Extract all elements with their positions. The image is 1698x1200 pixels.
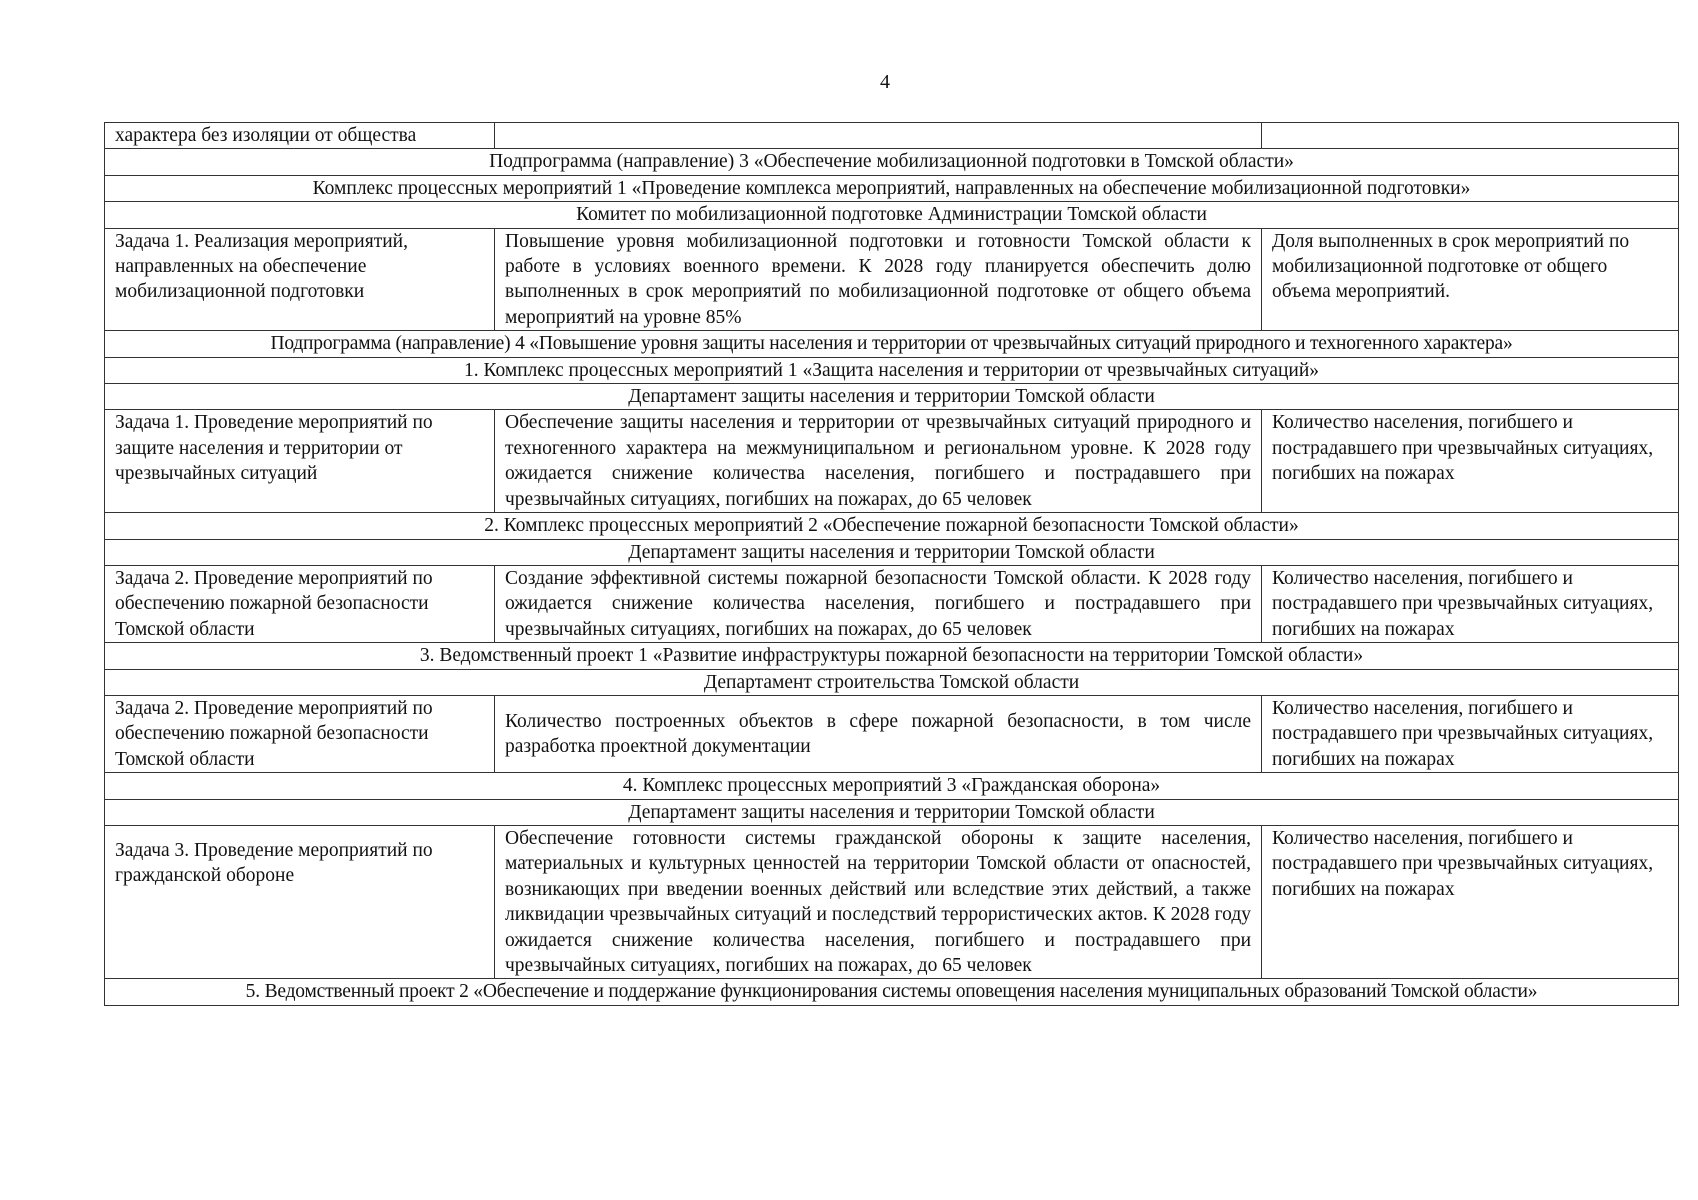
indicator-cell: [1262, 123, 1679, 149]
complex-row: [105, 357, 1679, 383]
task-cell: Задача 1. Реализация мероприятий, направленных на обеспечение мобилизационной подготовки: [105, 228, 495, 331]
page-number: 4: [880, 71, 890, 93]
program-table: [104, 122, 1679, 1006]
department-title: Комитет по мобилизационной подготовке Администрации Томской области: [105, 202, 1679, 228]
subprogram-row: [105, 149, 1679, 175]
task-cell: характера без изоляции от общества: [105, 123, 495, 149]
task-cell: Задача 3. Проведение мероприятий по гражданской обороне: [105, 825, 495, 978]
complex-title: Комплекс процессных мероприятий 1 «Проведение комплекса мероприятий, направленных на обеспечение мобилизационной подготовки»: [105, 175, 1679, 201]
subprogram-title: Подпрограмма (направление) 3 «Обеспечение мобилизационной подготовки в Томской области»: [105, 149, 1679, 175]
department-row: [105, 799, 1679, 825]
complex-row: [105, 175, 1679, 201]
indicator-cell: Количество населения, погибшего и пострадавшего при чрезвычайных ситуациях, погибших на пожарах: [1262, 825, 1679, 978]
description-cell: Создание эффективной системы пожарной безопасности Томской области. К 2028 году ожидается снижение количества населения, погибшего и пострадавшего при чрезвычайных ситуациях, погибших на пожарах, до 65 человек: [495, 565, 1262, 642]
table-row: [105, 565, 1679, 642]
project-title: 3. Ведомственный проект 1 «Развитие инфраструктуры пожарной безопасности на территории Томской области»: [105, 643, 1679, 669]
complex-title: 2. Комплекс процессных мероприятий 2 «Обеспечение пожарной безопасности Томской области»: [105, 513, 1679, 539]
project-title: 5. Ведомственный проект 2 «Обеспечение и поддержание функционирования системы оповещения населения муниципальных образований Томской области»: [105, 979, 1679, 1005]
department-row: [105, 669, 1679, 695]
table-row: [105, 123, 1679, 149]
task-cell: Задача 2. Проведение мероприятий по обеспечению пожарной безопасности Томской области: [105, 695, 495, 772]
description-cell: Количество построенных объектов в сфере пожарной безопасности, в том числе разработка проектной документации: [495, 695, 1262, 772]
description-cell: Повышение уровня мобилизационной подготовки и готовности Томской области к работе в условиях военного времени. К 2028 году планируется обеспечить долю выполненных в срок мероприятий по мобилизационной подготовке от общего объема мероприятий на уровне 85%: [495, 228, 1262, 331]
table-row: [105, 410, 1679, 513]
complex-row: [105, 513, 1679, 539]
department-row: [105, 384, 1679, 410]
description-cell: Обеспечение готовности системы гражданской обороны к защите населения, материальных и культурных ценностей на территории Томской области от опасностей, возникающих при введении военных действий или вследствие этих действий, а также ликвидации чрезвычайных ситуаций и последствий террористических актов. К 2028 году ожидается снижение количества населения, погибшего и пострадавшего при чрезвычайных ситуациях, погибших на пожарах, до 65 человек: [495, 825, 1262, 978]
task-cell: Задача 1. Проведение мероприятий по защите населения и территории от чрезвычайных ситуаций: [105, 410, 495, 513]
task-cell: Задача 2. Проведение мероприятий по обеспечению пожарной безопасности Томской области: [105, 565, 495, 642]
indicator-cell: Доля выполненных в срок мероприятий по мобилизационной подготовке от общего объема мероприятий.: [1262, 228, 1679, 331]
indicator-cell: Количество населения, погибшего и пострадавшего при чрезвычайных ситуациях, погибших на пожарах: [1262, 565, 1679, 642]
complex-title: 1. Комплекс процессных мероприятий 1 «Защита населения и территории от чрезвычайных ситуаций»: [105, 357, 1679, 383]
subprogram-row: [105, 331, 1679, 357]
project-row: [105, 643, 1679, 669]
complex-row: [105, 773, 1679, 799]
indicator-cell: Количество населения, погибшего и пострадавшего при чрезвычайных ситуациях, погибших на пожарах: [1262, 410, 1679, 513]
department-title: Департамент защиты населения и территории Томской области: [105, 799, 1679, 825]
project-row: [105, 979, 1679, 1005]
department-row: [105, 202, 1679, 228]
department-row: [105, 539, 1679, 565]
table-row: [105, 228, 1679, 331]
indicator-cell: Количество населения, погибшего и пострадавшего при чрезвычайных ситуациях, погибших на пожарах: [1262, 695, 1679, 772]
description-cell: [495, 123, 1262, 149]
department-title: Департамент защиты населения и территории Томской области: [105, 539, 1679, 565]
description-cell: Обеспечение защиты населения и территории от чрезвычайных ситуаций природного и техногенного характера на межмуниципальном и региональном уровне. К 2028 году ожидается снижение количества населения, погибшего и пострадавшего при чрезвычайных ситуациях, погибших на пожарах, до 65 человек: [495, 410, 1262, 513]
subprogram-title: Подпрограмма (направление) 4 «Повышение уровня защиты населения и территории от чрезвычайных ситуаций природного и техногенного характера»: [105, 331, 1679, 357]
table-row: [105, 825, 1679, 978]
department-title: Департамент строительства Томской области: [105, 669, 1679, 695]
department-title: Департамент защиты населения и территории Томской области: [105, 384, 1679, 410]
table-row: [105, 695, 1679, 772]
complex-title: 4. Комплекс процессных мероприятий 3 «Гражданская оборона»: [105, 773, 1679, 799]
